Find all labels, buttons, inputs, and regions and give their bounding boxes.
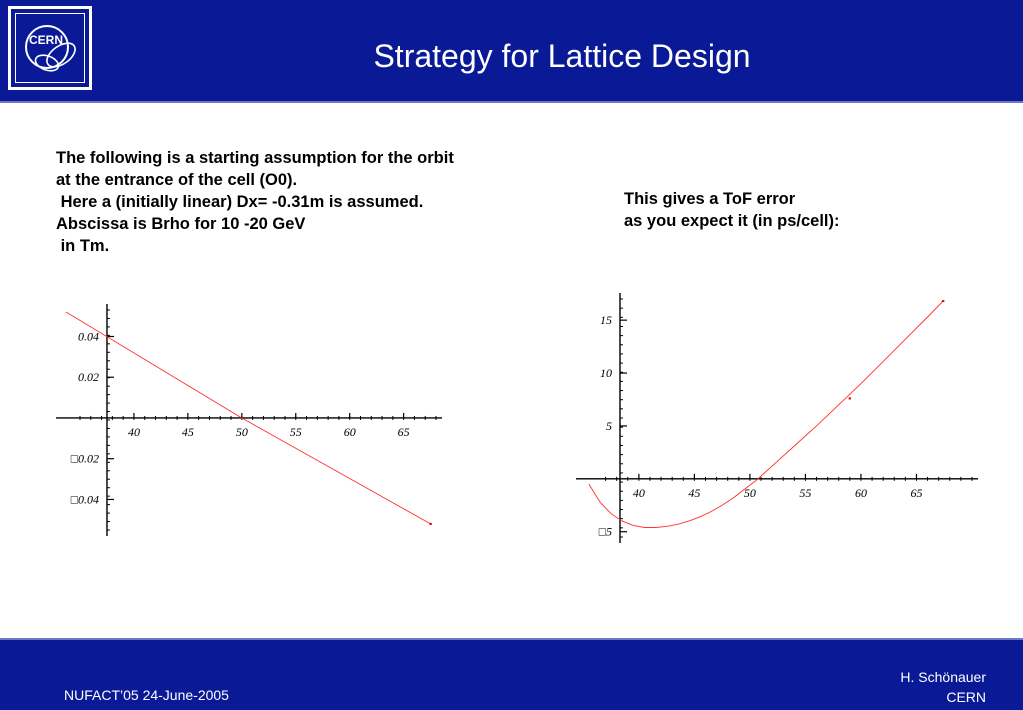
logo-label: CERN [29, 33, 64, 47]
data-point [849, 397, 851, 399]
author-org: CERN [946, 689, 986, 705]
x-tick-label: 55 [799, 485, 812, 500]
x-tick-label: 65 [910, 485, 923, 500]
y-tick-label: 0.04 [77, 329, 99, 344]
x-tick-label: 55 [289, 424, 302, 439]
right-text-line: as you expect it (in ps/cell): [624, 212, 840, 230]
left-description [56, 147, 454, 257]
y-tick-label: □0.02 [70, 451, 99, 466]
data-point [429, 523, 431, 525]
y-tick-label: 5 [605, 418, 612, 433]
x-tick-label: 60 [854, 485, 867, 500]
y-tick-label: 10 [599, 366, 612, 381]
left-text-line: in Tm. [56, 237, 110, 255]
left-text-line: Here a (initially linear) Dx= -0.31m is assumed. [56, 193, 424, 211]
left-text-line: at the entrance of the cell (O0). [56, 171, 298, 189]
y-tick-label: □5 [598, 524, 612, 539]
left-text-line: The following is a starting assumption for the orbit [56, 149, 454, 167]
x-tick-label: 50 [235, 424, 248, 439]
footer-bar [0, 638, 1023, 710]
x-tick-label: 60 [343, 424, 356, 439]
x-tick-label: 45 [181, 424, 194, 439]
cern-logo [8, 6, 92, 90]
tof-error-chart [570, 285, 990, 555]
right-description [624, 188, 839, 232]
y-tick-label: 15 [599, 313, 612, 328]
y-tick-label: □0.04 [70, 492, 99, 507]
orbit-chart [40, 290, 460, 545]
x-tick-label: 40 [127, 424, 140, 439]
left-text-line: Abscissa is Brho for 10 -20 GeV [56, 215, 306, 233]
data-point [942, 300, 944, 302]
author-name: H. Schönauer [900, 669, 986, 685]
right-text-line: This gives a ToF error [624, 190, 796, 208]
x-tick-label: 65 [397, 424, 410, 439]
x-tick-label: 40 [632, 485, 645, 500]
cern-logo-graphic [11, 9, 89, 87]
footer-date: NUFACT’05 24-June-2005 [64, 687, 229, 703]
y-tick-label: 0.02 [77, 370, 99, 385]
x-tick-label: 45 [688, 485, 701, 500]
header-bar [0, 0, 1023, 103]
x-tick-label: 50 [743, 485, 756, 500]
footer-author [900, 667, 986, 707]
slide-title: Strategy for Lattice Design [373, 38, 751, 74]
